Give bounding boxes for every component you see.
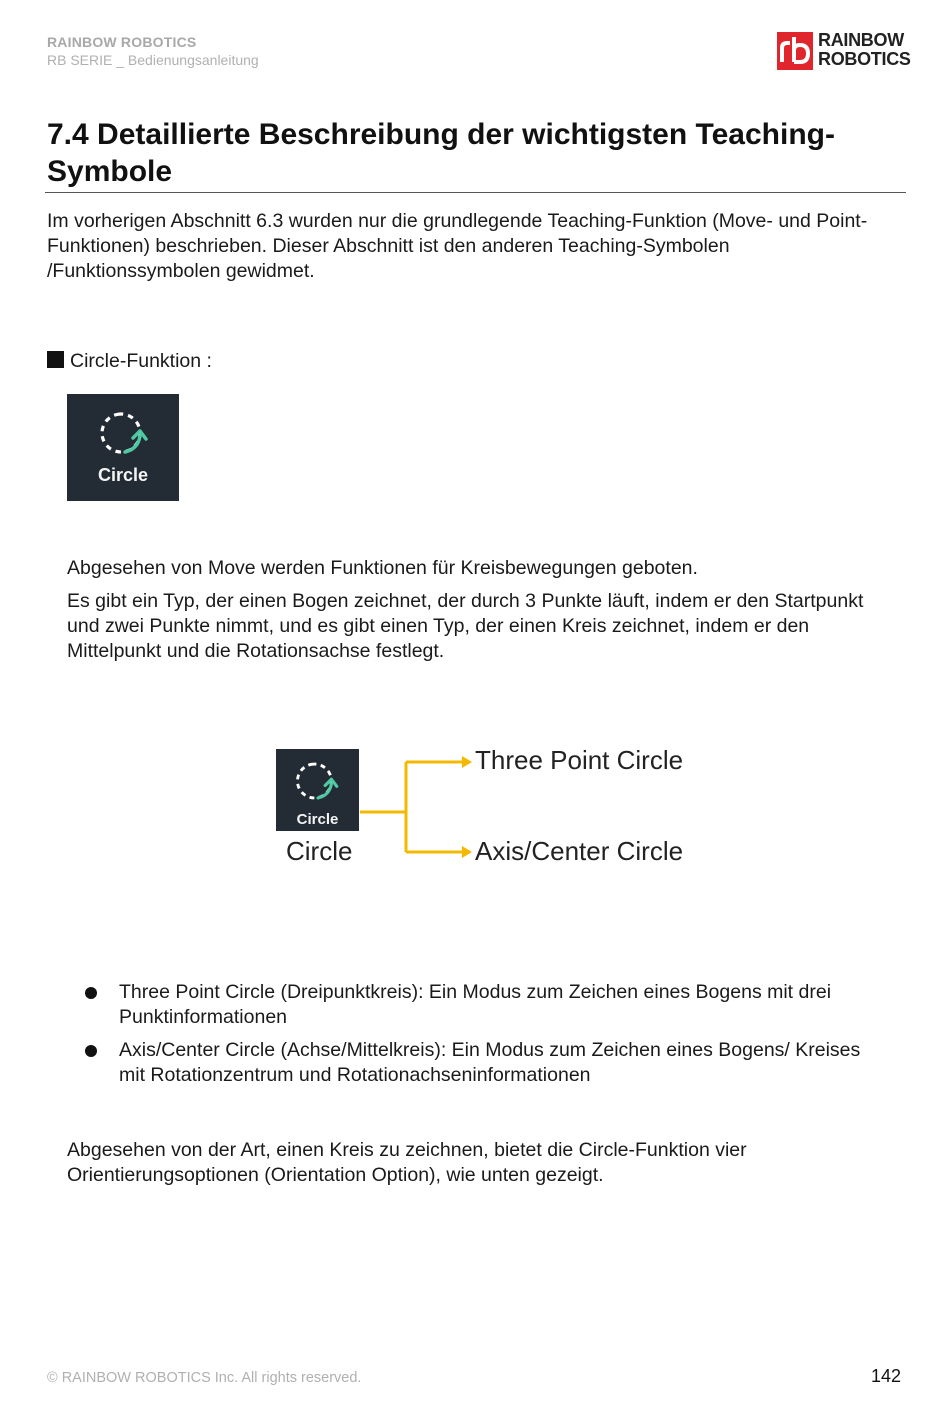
- arrowhead-top-icon: [462, 756, 472, 768]
- page-number: 142: [871, 1366, 902, 1386]
- list-item: [85, 980, 885, 1030]
- square-bullet-icon: [47, 351, 64, 368]
- list-item-text: Three Point Circle (Dreipunktkreis): Ein Modus zum Zeichen eines Bogens mit drei Punktinformationen: [119, 981, 832, 1028]
- branch-three-point-circle: Three Point Circle: [475, 745, 684, 775]
- rainbow-robotics-logo: [777, 30, 911, 71]
- closing-paragraph: Abgesehen von der Art, einen Kreis zu zeichnen, bietet die Circle-Funktion vier Orientierungsoptionen (Orientation Option), wie unten gezeigt.: [67, 1139, 747, 1186]
- circle-modes-list: [85, 980, 885, 1096]
- logo-wordmark: [818, 31, 911, 69]
- list-item-text: Axis/Center Circle (Achse/Mittelkreis): Ein Modus zum Zeichen eines Bogens/ Kreises mit Rotationzentrum und Rotationachseninformationen: [119, 1039, 861, 1086]
- circle-function-heading-text: Circle-Funktion :: [70, 350, 212, 372]
- circle-description-2: Es gibt ein Typ, der einen Bogen zeichnet, der durch 3 Punkte läuft, indem er den Startpunkt und zwei Punkte nimmt, und es gibt einen Typ, der einen Kreis zeichnet, indem er den Mittelpunkt und die Rotationsachse festlegt.: [67, 590, 864, 662]
- branch-axis-center-circle: Axis/Center Circle: [475, 836, 684, 866]
- circle-modes-diagram: [276, 745, 706, 875]
- footer-copyright: © RAINBOW ROBOTICS Inc. All rights reserved.: [47, 1370, 362, 1386]
- circle-icon-label: Circle: [97, 465, 149, 485]
- logo-line-1: RAINBOW: [818, 30, 904, 50]
- diagram-icon-label: Circle: [296, 811, 339, 828]
- logo-line-2: ROBOTICS: [818, 49, 911, 69]
- circle-teaching-icon: [67, 394, 179, 501]
- title-divider: [45, 192, 906, 193]
- section-title: 7.4 Detaillierte Beschreibung der wichtigsten Teaching-Symbole: [47, 118, 835, 188]
- circle-description-1: Abgesehen von Move werden Funktionen für Kreisbewegungen geboten.: [67, 557, 698, 579]
- arrowhead-bottom-icon: [462, 846, 472, 858]
- rb-logo-icon: [777, 32, 813, 70]
- intro-paragraph: Im vorherigen Abschnitt 6.3 wurden nur die grundlegende Teaching-Funktion (Move- und Point-Funktionen) beschrieben. Dieser Abschnitt ist den anderen Teaching-Symbolen /Funktionssymbolen gewidmet.: [47, 210, 868, 282]
- header-subtitle: RB SERIE _ Bedienungsanleitung: [47, 52, 259, 68]
- circle-function-heading: [47, 349, 212, 374]
- list-item: [85, 1038, 885, 1088]
- dashed-circle-icon: [97, 405, 153, 461]
- bullet-dot-icon: [85, 1045, 97, 1057]
- bullet-dot-icon: [85, 987, 97, 999]
- diagram-caption: Circle: [286, 836, 353, 866]
- header-brand: RAINBOW ROBOTICS: [47, 34, 197, 50]
